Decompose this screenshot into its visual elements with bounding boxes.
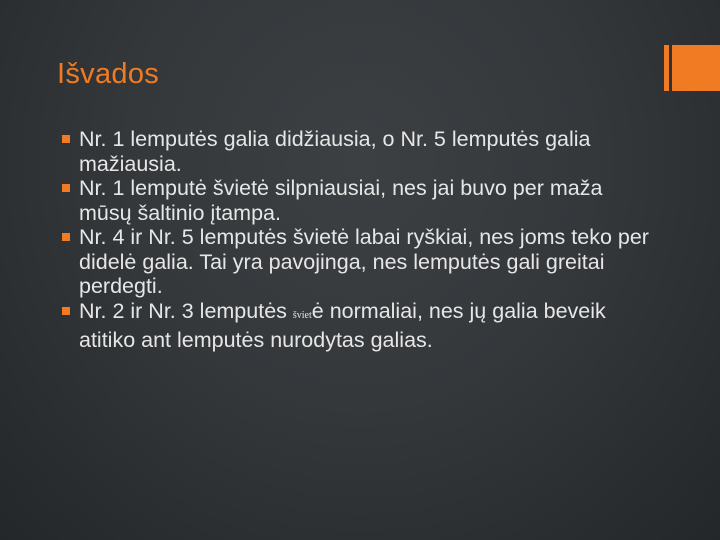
square-bullet-icon <box>62 233 70 241</box>
bullet-item-2 <box>58 176 658 225</box>
slide-title: Išvados <box>57 58 160 90</box>
square-bullet-icon <box>62 184 70 192</box>
bullet-item-4 <box>58 299 658 353</box>
bullet-list <box>58 127 658 353</box>
accent-bar-thick <box>672 45 720 91</box>
bullet-text-3: Nr. 4 ir Nr. 5 lemputės švietė labai ryškiai, nes joms teko per didelė galia. Tai yra pavojinga, nes lemputės gali greitai perdegti. <box>79 225 649 298</box>
square-bullet-icon <box>62 307 70 315</box>
bullet-text-4-start: Nr. 2 ir Nr. 3 lemputės <box>79 298 293 323</box>
accent-bar-thin <box>664 45 669 91</box>
bullet-text-1: Nr. 1 lemputės galia didžiausia, o Nr. 5 lemputės galia mažiausia. <box>79 127 591 176</box>
square-bullet-icon <box>62 135 70 143</box>
bullet-item-1 <box>58 127 658 176</box>
bullet-text-4-small: šviet <box>292 309 312 321</box>
bullet-text-4-end: ė normaliai, nes jų galia beveik atitiko ant lemputės nurodytas galias. <box>79 298 606 352</box>
bullet-item-3 <box>58 225 658 299</box>
bullet-text-2: Nr. 1 lemputė švietė silpniausiai, nes jai buvo per maža mūsų šaltinio įtampa. <box>79 176 603 225</box>
